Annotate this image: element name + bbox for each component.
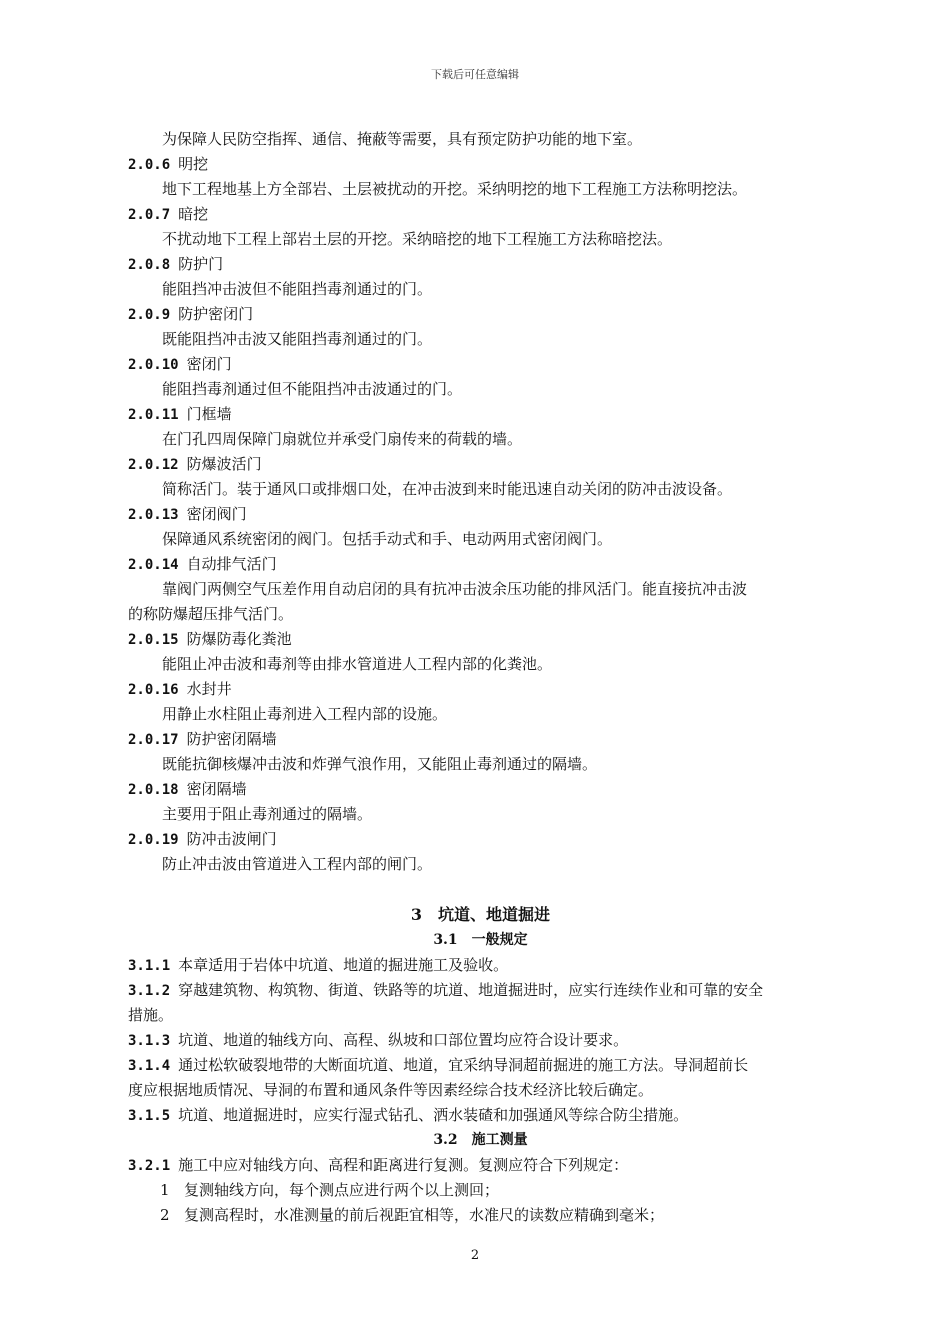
paragraph: 为保障人民防空指挥、通信、掩蔽等需要，具有预定防护功能的地下室。 xyxy=(162,130,643,148)
term-heading xyxy=(128,152,833,177)
term-number: 2.0.8 xyxy=(128,257,171,273)
clause-continuation: 度应根据地质情况、导洞的布置和通风条件等因素经综合技术经济比较后确定。 xyxy=(128,1081,654,1099)
clause xyxy=(128,978,833,1003)
paragraph: 既能阻挡冲击波又能阻挡毒剂通过的门。 xyxy=(162,330,433,348)
clause xyxy=(128,953,833,978)
clause xyxy=(128,1153,833,1178)
clause-number: 3.2.1 xyxy=(128,1158,171,1174)
clause-number: 3.1.5 xyxy=(128,1108,171,1124)
paragraph: 防止冲击波由管道进入工程内部的闸门。 xyxy=(162,855,433,873)
spacer xyxy=(128,877,833,902)
paragraph: 能阻挡冲击波但不能阻挡毒剂通过的门。 xyxy=(162,280,433,298)
term-title: 门框墙 xyxy=(186,405,232,423)
term-heading xyxy=(128,827,833,852)
clause xyxy=(128,1053,833,1078)
paragraph: 靠阀门两侧空气压差作用自动启闭的具有抗冲击波余压功能的排风活门。能直接抗冲击波 xyxy=(162,580,748,598)
term-title: 防护密闭门 xyxy=(178,305,254,323)
term-heading xyxy=(128,677,833,702)
term-heading xyxy=(128,552,833,577)
term-title: 密闭门 xyxy=(186,355,232,373)
page-number: 2 xyxy=(470,1248,480,1263)
term-title: 防护门 xyxy=(178,255,224,273)
term-number: 2.0.11 xyxy=(128,407,179,423)
page-header: 下载后可任意编辑 xyxy=(431,68,519,81)
term-heading xyxy=(128,352,833,377)
term-heading xyxy=(128,627,833,652)
term-number: 2.0.18 xyxy=(128,782,179,798)
term-heading xyxy=(128,452,833,477)
term-number: 2.0.17 xyxy=(128,732,179,748)
chapter-title: 3 坑道、地道掘进 xyxy=(410,905,551,924)
term-number: 2.0.16 xyxy=(128,682,179,698)
term-heading xyxy=(128,777,833,802)
term-title: 水封井 xyxy=(186,680,232,698)
paragraph: 能阻挡毒剂通过但不能阻挡冲击波通过的门。 xyxy=(162,380,463,398)
term-title: 密闭隔墙 xyxy=(186,780,247,798)
paragraph-continuation: 的称防爆超压排气活门。 xyxy=(128,605,294,623)
paragraph: 保障通风系统密闭的阀门。包括手动式和手、电动两用式密闭阀门。 xyxy=(162,530,613,548)
list-item-text: 复测轴线方向，每个测点应进行两个以上测回； xyxy=(184,1181,500,1199)
paragraph: 在门孔四周保障门扇就位并承受门扇传来的荷载的墙。 xyxy=(162,430,523,448)
clause-text: 本章适用于岩体中坑道、地道的掘进施工及验收。 xyxy=(178,956,509,974)
section-title: 3.1 一般规定 xyxy=(433,932,528,948)
term-title: 防冲击波闸门 xyxy=(186,830,277,848)
clause-text: 施工中应对轴线方向、高程和距离进行复测。复测应符合下列规定： xyxy=(178,1156,629,1174)
list-item xyxy=(128,1203,833,1228)
term-title: 明挖 xyxy=(178,155,209,173)
paragraph: 主要用于阻止毒剂通过的隔墙。 xyxy=(162,805,373,823)
term-number: 2.0.14 xyxy=(128,557,179,573)
clause xyxy=(128,1103,833,1128)
term-number: 2.0.19 xyxy=(128,832,179,848)
term-heading xyxy=(128,252,833,277)
paragraph: 用静止水柱阻止毒剂进入工程内部的设施。 xyxy=(162,705,448,723)
clause xyxy=(128,1028,833,1053)
clause-number: 3.1.2 xyxy=(128,983,171,999)
list-item-number: 2 xyxy=(160,1206,170,1224)
list-item xyxy=(128,1178,833,1203)
document-body xyxy=(128,127,833,1228)
term-title: 自动排气活门 xyxy=(186,555,277,573)
clause-number: 3.1.4 xyxy=(128,1058,171,1074)
term-heading xyxy=(128,402,833,427)
list-item-number: 1 xyxy=(160,1181,170,1199)
term-heading xyxy=(128,502,833,527)
paragraph: 地下工程地基上方全部岩、土层被扰动的开挖。采纳明挖的地下工程施工方法称明挖法。 xyxy=(162,180,748,198)
clause-text: 坑道、地道的轴线方向、高程、纵坡和口部位置均应符合设计要求。 xyxy=(178,1031,629,1049)
term-number: 2.0.10 xyxy=(128,357,179,373)
term-title: 防爆防毒化粪池 xyxy=(186,630,292,648)
term-number: 2.0.12 xyxy=(128,457,179,473)
clause-continuation: 措施。 xyxy=(128,1006,174,1024)
term-number: 2.0.7 xyxy=(128,207,171,223)
term-heading xyxy=(128,302,833,327)
paragraph: 简称活门。装于通风口或排烟口处，在冲击波到来时能迅速自动关闭的防冲击波设备。 xyxy=(162,480,733,498)
term-title: 防爆波活门 xyxy=(186,455,262,473)
clause-text: 穿越建筑物、构筑物、街道、铁路等的坑道、地道掘进时，应实行连续作业和可靠的安全 xyxy=(178,981,764,999)
term-number: 2.0.15 xyxy=(128,632,179,648)
term-number: 2.0.9 xyxy=(128,307,171,323)
paragraph: 不扰动地下工程上部岩土层的开挖。采纳暗挖的地下工程施工方法称暗挖法。 xyxy=(162,230,673,248)
clause-text: 坑道、地道掘进时，应实行湿式钻孔、洒水装碴和加强通风等综合防尘措施。 xyxy=(178,1106,689,1124)
term-title: 防护密闭隔墙 xyxy=(186,730,277,748)
term-number: 2.0.6 xyxy=(128,157,171,173)
term-heading xyxy=(128,202,833,227)
clause-number: 3.1.1 xyxy=(128,958,171,974)
paragraph: 能阻止冲击波和毒剂等由排水管道进人工程内部的化粪池。 xyxy=(162,655,553,673)
term-title: 暗挖 xyxy=(178,205,209,223)
list-item-text: 复测高程时，水准测量的前后视距宜相等，水准尺的读数应精确到毫米； xyxy=(184,1206,665,1224)
term-number: 2.0.13 xyxy=(128,507,179,523)
term-heading xyxy=(128,727,833,752)
term-title: 密闭阀门 xyxy=(186,505,247,523)
clause-number: 3.1.3 xyxy=(128,1033,171,1049)
paragraph: 既能抗御核爆冲击波和炸弹气浪作用，又能阻止毒剂通过的隔墙。 xyxy=(162,755,598,773)
section-title: 3.2 施工测量 xyxy=(433,1132,528,1148)
clause-text: 通过松软破裂地带的大断面坑道、地道，宜采纳导洞超前掘进的施工方法。导洞超前长 xyxy=(178,1056,749,1074)
